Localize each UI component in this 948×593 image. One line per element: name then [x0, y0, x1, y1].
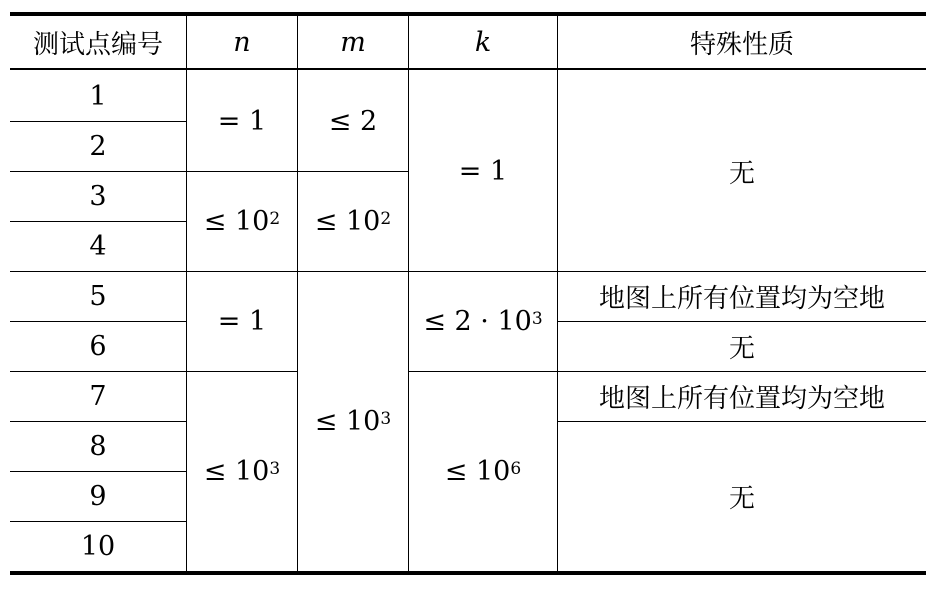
k-constraint [409, 71, 557, 271]
special-property: 无 [728, 158, 755, 189]
n-constraint-exponent: 3 [269, 458, 281, 479]
header-rule [10, 68, 926, 70]
k-constraint-exponent: 6 [510, 458, 522, 479]
n-constraint [187, 172, 297, 271]
test-id-cell: 1 [89, 80, 107, 112]
test-id-cell: 7 [89, 381, 107, 412]
test-id-cell: 3 [89, 181, 107, 212]
m-constraint-value: ≤ 2 [328, 105, 378, 137]
k-constraint [409, 272, 557, 371]
n-constraint [187, 71, 297, 171]
header-k: k [474, 26, 492, 58]
m-constraint-value: ≤ 10 [314, 406, 381, 437]
n-constraint-value: = 1 [217, 306, 267, 337]
test-id-cell: 2 [89, 131, 107, 162]
k-constraint [409, 372, 557, 571]
test-id-cell: 10 [80, 531, 116, 562]
n-constraint [187, 372, 297, 571]
test-id-cell: 5 [89, 281, 107, 312]
n-constraint-value: ≤ 10 [203, 206, 270, 237]
m-constraint [298, 172, 408, 271]
special-property: 无 [728, 334, 755, 364]
header-m: m [340, 26, 366, 58]
special-property: 地图上所有位置均为空地 [598, 384, 885, 414]
test-id-cell: 8 [89, 431, 107, 462]
header-special-property: 特殊性质 [689, 29, 794, 60]
bottom-rule [10, 571, 926, 575]
header-n: n [233, 26, 251, 58]
m-constraint-exponent: 3 [380, 408, 392, 429]
test-id-cell: 4 [89, 231, 107, 262]
n-constraint-value: ≤ 10 [203, 456, 270, 487]
k-constraint-value: ≤ 10 [444, 456, 511, 487]
m-constraint-exponent: 2 [380, 208, 392, 229]
test-id-cell: 9 [89, 481, 107, 512]
special-property: 地图上所有位置均为空地 [598, 284, 885, 314]
k-constraint-value: ≤ 2 · 10 [423, 306, 532, 337]
k-constraint-value: = 1 [458, 155, 508, 187]
m-constraint [298, 272, 408, 571]
test-id-cell: 6 [89, 331, 107, 362]
m-constraint [298, 71, 408, 171]
n-constraint [187, 272, 297, 371]
n-constraint-exponent: 2 [269, 208, 281, 229]
k-constraint-exponent: 3 [531, 308, 543, 329]
special-property: 无 [728, 484, 755, 514]
n-constraint-value: = 1 [217, 105, 267, 137]
m-constraint-value: ≤ 10 [314, 206, 381, 237]
header-test-id: 测试点编号 [32, 29, 163, 60]
